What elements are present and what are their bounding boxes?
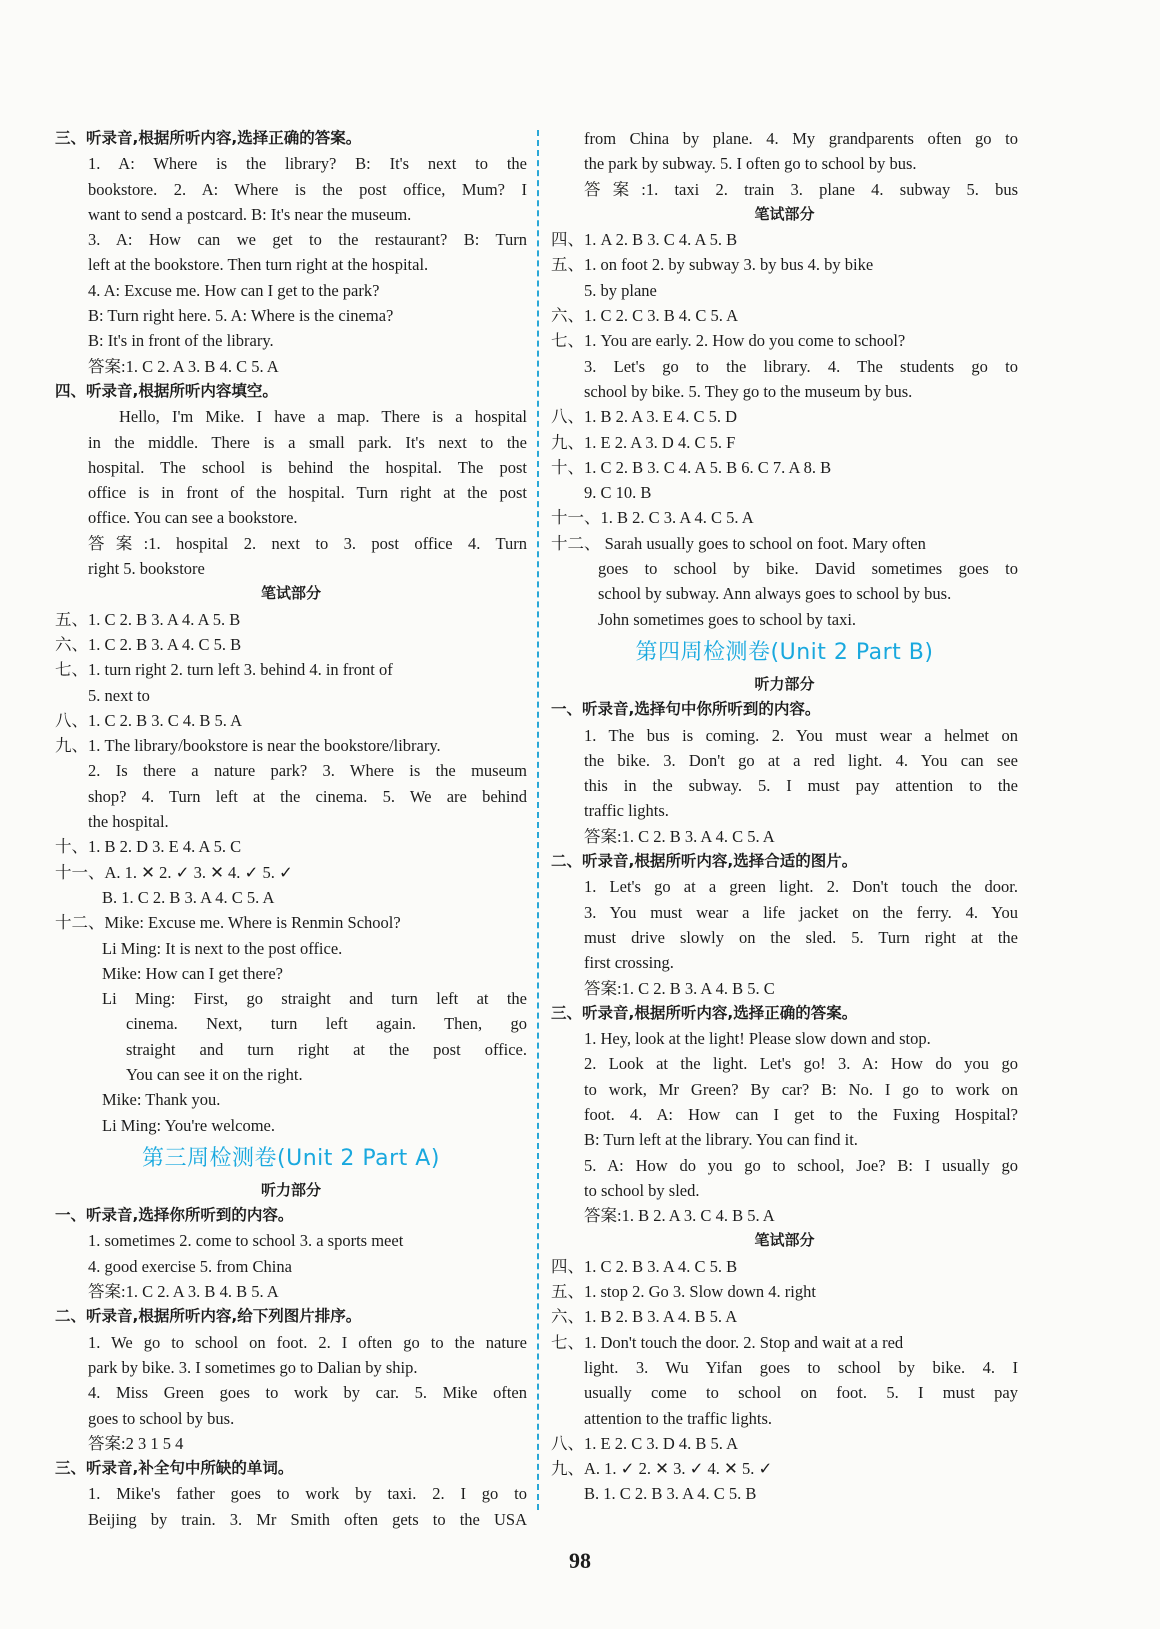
text-line: Beijing by train. 3. Mr Smith often gets to the USA: [88, 1509, 527, 1529]
text-line: 八、1. B 2. A 3. E 4. C 5. D: [551, 407, 738, 427]
section-heading: 二、听录音,根据所听内容,选择合适的图片。: [551, 852, 858, 871]
text-line: 四、1. C 2. B 3. A 4. C 5. B: [551, 1256, 738, 1276]
text-line: Mike: How can I get there?: [102, 963, 283, 983]
section-heading: 三、听录音,根据所听内容,选择正确的答案。: [551, 1003, 858, 1022]
section-heading: 一、听录音,选择句中你所听到的内容。: [551, 700, 821, 719]
text-line: B. 1. C 2. B 3. A 4. C 5. B: [584, 1484, 757, 1504]
text-line: office. You can see a bookstore.: [88, 508, 298, 528]
text-line: Li Ming: You're welcome.: [102, 1115, 276, 1135]
text-line: bookstore. 2. A: Where is the post office, Mum? I: [88, 179, 527, 199]
text-line: want to send a postcard. B: It's near the museum.: [88, 204, 412, 224]
section-heading: 二、听录音,根据所听内容,给下列图片排序。: [55, 1307, 362, 1326]
subsection-heading: 笔试部分: [260, 584, 321, 603]
section-heading: 一、听录音,选择你所听到的内容。: [55, 1206, 294, 1225]
text-line: 九、A. 1. ✓ 2. ✕ 3. ✓ 4. ✕ 5. ✓: [551, 1459, 773, 1479]
text-line: goes to school by bike. David sometimes goes to: [598, 559, 1018, 579]
text-line: 9. C 10. B: [584, 483, 652, 503]
text-line: school by bike. 5. They go to the museum by bus.: [584, 381, 913, 401]
text-line: 七、1. You are early. 2. How do you come to school?: [551, 331, 906, 351]
text-line: from China by plane. 4. My grandparents often go to: [584, 129, 1018, 148]
text-line: 5. A: How do you go to school, Joe? B: I usually go: [584, 1155, 1018, 1175]
text-line: 答案:1. C 2. B 3. A 4. B 5. C: [584, 978, 775, 998]
text-line: traffic lights.: [584, 801, 669, 821]
text-line: 六、1. C 2. C 3. B 4. C 5. A: [551, 306, 739, 326]
page-number: 98: [569, 1548, 591, 1573]
text-line: 四、1. A 2. B 3. C 4. A 5. B: [551, 230, 738, 250]
text-line: attention to the traffic lights.: [584, 1408, 773, 1428]
text-line: 答案:1. B 2. A 3. C 4. B 5. A: [584, 1206, 775, 1226]
subsection-heading: 听力部分: [754, 674, 815, 693]
text-line: 1. Hey, look at the light! Please slow down and stop.: [584, 1029, 931, 1049]
text-line: Mike: Thank you.: [102, 1090, 221, 1110]
text-line: 六、1. C 2. B 3. A 4. C 5. B: [55, 634, 242, 654]
text-line: B. 1. C 2. B 3. A 4. C 5. A: [102, 887, 275, 907]
text-line: goes to school by bus.: [88, 1408, 235, 1428]
text-line: You can see it on the right.: [126, 1064, 303, 1084]
text-line: 答案:1. C 2. B 3. A 4. C 5. A: [584, 826, 775, 846]
text-line: 十一、A. 1. ✕ 2. ✓ 3. ✕ 4. ✓ 5. ✓: [55, 862, 293, 882]
text-line: B: It's in front of the library.: [88, 331, 274, 351]
text-line: John sometimes goes to school by taxi.: [598, 609, 857, 629]
test-title: 第三周检测卷(Unit 2 Part A): [142, 1145, 440, 1171]
section-heading: 三、听录音,补全句中所缺的单词。: [55, 1459, 294, 1478]
text-line: 十二、Mike: Excuse me. Where is Renmin School?: [55, 913, 401, 933]
text-line: 1. Let's go at a green light. 2. Don't touch the door.: [584, 877, 1018, 897]
text-line: 九、1. The library/bookstore is near the bookstore/library.: [55, 736, 441, 756]
text-line: 答案:1. C 2. A 3. B 4. C 5. A: [88, 356, 279, 376]
text-line: school by subway. Ann always goes to school by bus.: [598, 584, 952, 604]
subsection-heading: 笔试部分: [754, 204, 815, 223]
text-line: light. 3. Wu Yifan goes to school by bike. 4. I: [584, 1357, 1018, 1377]
section-heading: 四、听录音,根据所听内容填空。: [55, 381, 278, 400]
text-line: 答案:2 3 1 5 4: [88, 1433, 184, 1453]
text-line: to work, Mr Green? By car? B: No. I go to work on: [584, 1079, 1018, 1099]
text-line: the hospital.: [88, 812, 169, 832]
text-line: first crossing.: [584, 953, 674, 973]
text-line: 六、1. B 2. B 3. A 4. B 5. A: [551, 1307, 738, 1327]
text-line: 4. good exercise 5. from China: [88, 1256, 292, 1276]
text-line: Li Ming: First, go straight and turn left at the: [102, 989, 527, 1009]
text-line: 1. We go to school on foot. 2. I often go to the nature: [88, 1332, 527, 1352]
text-line: 十一、1. B 2. C 3. A 4. C 5. A: [551, 508, 754, 528]
text-line: 3. You must wear a life jacket on the ferry. 4. You: [584, 902, 1018, 922]
text-line: 答案:1. hospital 2. next to 3. post office 4. Turn: [88, 533, 527, 553]
text-line: 4. A: Excuse me. How can I get to the park?: [88, 280, 380, 300]
text-line: the park by subway. 5. I often go to school by bus.: [584, 154, 917, 174]
text-line: 十二、 Sarah usually goes to school on foot. Mary often: [551, 533, 926, 553]
text-line: 4. Miss Green goes to work by car. 5. Mike often: [88, 1383, 527, 1403]
left-column: [55, 126, 527, 1532]
text-line: 八、1. C 2. B 3. C 4. B 5. A: [55, 710, 243, 730]
text-line: left at the bookstore. Then turn right at the hospital.: [88, 255, 429, 275]
section-heading: 三、听录音,根据所听内容,选择正确的答案。: [55, 129, 362, 147]
subsection-heading: 听力部分: [260, 1180, 321, 1199]
text-line: 答案:1. taxi 2. train 3. plane 4. subway 5. bus: [584, 179, 1018, 199]
right-column: [551, 126, 1018, 1507]
text-line: Li Ming: It is next to the post office.: [102, 938, 343, 958]
text-line: 3. A: How can we get to the restaurant? B: Turn: [88, 230, 527, 250]
text-line: B: Turn right here. 5. A: Where is the cinema?: [88, 306, 394, 326]
text-line: in the middle. There is a small park. It's next to the: [88, 432, 527, 452]
text-line: usually come to school on foot. 5. I must pay: [584, 1383, 1018, 1403]
text-line: 1. Mike's father goes to work by taxi. 2. I go to: [88, 1484, 527, 1504]
text-line: this in the subway. 5. I must pay attention to the: [584, 776, 1018, 796]
subsection-heading: 笔试部分: [754, 1231, 815, 1250]
text-line: 八、1. E 2. C 3. D 4. B 5. A: [551, 1433, 739, 1453]
text-line: 五、1. on foot 2. by subway 3. by bus 4. by bike: [551, 255, 874, 275]
text-line: 答案:1. C 2. A 3. B 4. B 5. A: [88, 1282, 279, 1302]
column-divider: [537, 130, 539, 1510]
text-line: 五、1. C 2. B 3. A 4. A 5. B: [55, 609, 241, 629]
text-line: 2. Look at the light. Let's go! 3. A: How do you go: [584, 1054, 1018, 1074]
text-line: park by bike. 3. I sometimes go to Dalian by ship.: [88, 1357, 418, 1377]
text-line: 五、1. stop 2. Go 3. Slow down 4. right: [551, 1282, 816, 1302]
text-line: 2. Is there a nature park? 3. Where is the museum: [88, 761, 527, 781]
text-line: foot. 4. A: How can I get to the Fuxing Hospital?: [584, 1104, 1018, 1124]
text-line: 5. by plane: [584, 280, 657, 300]
test-title: 第四周检测卷(Unit 2 Part B): [635, 639, 934, 665]
text-line: 1. The bus is coming. 2. You must wear a helmet on: [584, 725, 1018, 745]
text-line: 十、1. B 2. D 3. E 4. A 5. C: [55, 837, 242, 857]
text-line: hospital. The school is behind the hospital. The post: [88, 457, 527, 477]
text-line: 5. next to: [88, 685, 150, 705]
text-line: the bike. 3. Don't go at a red light. 4. You can see: [584, 750, 1018, 770]
text-line: shop? 4. Turn left at the cinema. 5. We are behind: [88, 786, 527, 806]
text-line: Hello, I'm Mike. I have a map. There is a hospital: [119, 407, 527, 427]
text-line: 1. A: Where is the library? B: It's next to the: [88, 154, 527, 174]
text-line: office is in front of the hospital. Turn right at the post: [88, 483, 527, 503]
text-line: straight and turn right at the post office.: [126, 1039, 527, 1059]
text-line: cinema. Next, turn left again. Then, go: [126, 1014, 527, 1034]
text-line: to school by sled.: [584, 1180, 700, 1200]
text-line: 七、1. Don't touch the door. 2. Stop and wait at a red: [551, 1332, 904, 1352]
text-line: 1. sometimes 2. come to school 3. a sports meet: [88, 1231, 404, 1251]
text-line: B: Turn left at the library. You can find it.: [584, 1130, 858, 1150]
text-line: 十、1. C 2. B 3. C 4. A 5. B 6. C 7. A 8. B: [551, 457, 832, 477]
text-line: must drive slowly on the sled. 5. Turn right at the: [584, 927, 1018, 947]
text-line: 九、1. E 2. A 3. D 4. C 5. F: [551, 432, 736, 452]
text-line: right 5. bookstore: [88, 559, 205, 579]
text-line: 3. Let's go to the library. 4. The students go to: [584, 356, 1018, 376]
text-line: 七、1. turn right 2. turn left 3. behind 4. in front of: [55, 660, 393, 680]
